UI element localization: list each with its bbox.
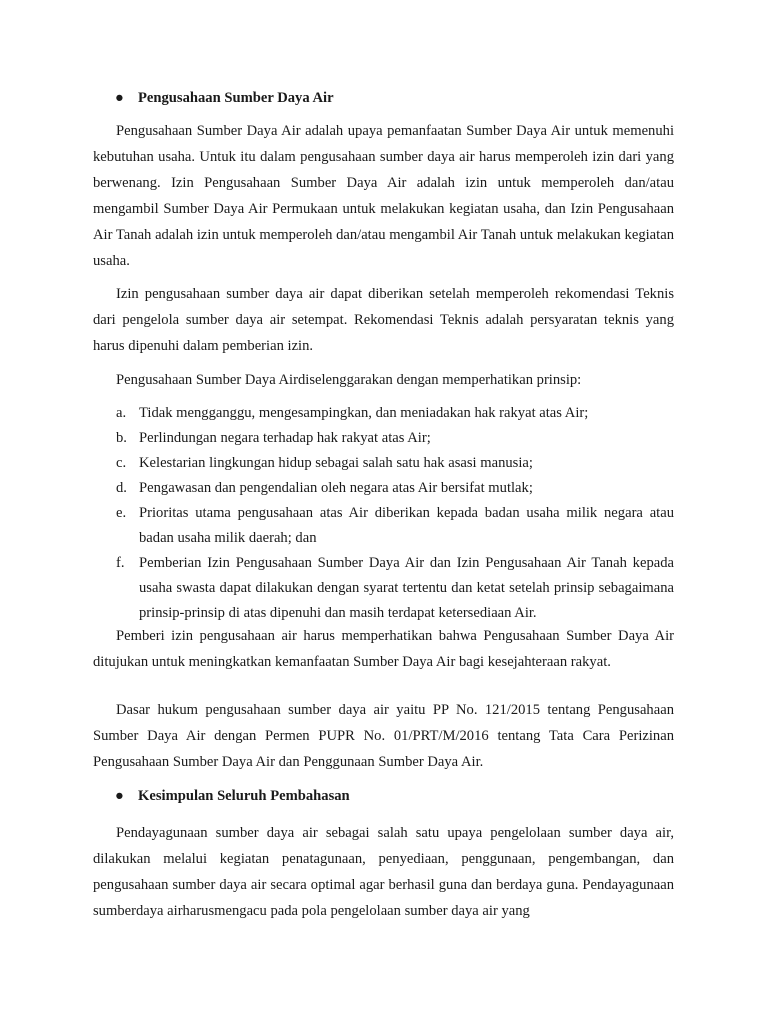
list-item-text: Perlindungan negara terhadap hak rakyat atas Air; [139,430,431,446]
paragraph-rekomendasi: Izin pengusahaan sumber daya air dapat diberikan setelah memperoleh rekomendasi Teknis dari pengelola sumber daya air setempat. Rekomendasi Teknis adalah persyaratan teknis yang harus dipenuhi dalam pemberian izin. [93,286,674,354]
list-item [116,401,674,426]
list-marker: e. [116,505,127,521]
paragraph-kesimpulan: Pendayagunaan sumber daya air sebagai salah satu upaya pengelolaan sumber daya air, dilakukan melalui kegiatan penatagunaan, penyediaan, penggunaan, pengembangan, dan pengusahaan sumber daya air secara optimal agar berhasil guna dan berdaya guna. Pendayagunaan sumberdaya airharusmengacu pada pola pengelolaan sumber daya air yang [93,825,674,919]
paragraph-pemberi-izin: Pemberi izin pengusahaan air harus memperhatikan bahwa Pengusahaan Sumber Daya Air ditujukan untuk meningkatkan kemanfaatan Sumber Daya Air bagi kesejahteraan rakyat. [93,628,674,670]
list-item [116,476,674,501]
bullet-icon: ● [115,90,124,106]
list-marker: d. [116,480,127,496]
list-item [116,426,674,451]
list-item [116,451,674,476]
paragraph-definition: Pengusahaan Sumber Daya Air adalah upaya pemanfaatan Sumber Daya Air untuk memenuhi kebutuhan usaha. Untuk itu dalam pengusahaan sumber daya air harus memperoleh izin dari yang berwenang. Izin Pengusahaan Sumber Daya Air adalah izin untuk memperoleh dan/atau mengambil Sumber Daya Air Permukaan untuk melakukan kegiatan usaha, dan Izin Pengusahaan Air Tanah adalah izin untuk memperoleh dan/atau mengambil Air Tanah untuk melakukan kegiatan usaha. [93,123,674,269]
list-item-text: Prioritas utama pengusahaan atas Air diberikan kepada badan usaha milik negara atau badan usaha milik daerah; dan [139,505,674,546]
list-item [116,551,674,626]
paragraph-dasar-hukum: Dasar hukum pengusahaan sumber daya air yaitu PP No. 121/2015 tentang Pengusahaan Sumber Daya Air dengan Permen PUPR No. 01/PRT/M/2016 tentang Tata Cara Perizinan Pengusahaan Sumber Daya Air dan Penggunaan Sumber Daya Air. [93,702,674,770]
heading-text: Pengusahaan Sumber Daya Air [138,90,334,106]
list-item-text: Tidak mengganggu, mengesampingkan, dan meniadakan hak rakyat atas Air; [139,405,589,421]
list-marker: a. [116,405,127,421]
list-marker: c. [116,455,127,471]
list-marker: b. [116,430,127,446]
heading-text: Kesimpulan Seluruh Pembahasan [138,788,350,804]
list-item-text: Pemberian Izin Pengusahaan Sumber Daya Air dan Izin Pengusahaan Air Tanah kepada usaha swasta dapat dilakukan dengan syarat tertentu dan ketat setelah prinsip sebagaimana prinsip-prinsip di atas dipenuhi dan masih terdapat ketersediaan Air. [139,555,674,621]
list-item-text: Pengawasan dan pengendalian oleh negara atas Air bersifat mutlak; [139,480,533,496]
list-marker: f. [116,555,125,571]
list-item [116,501,674,551]
paragraph-prinsip-intro: Pengusahaan Sumber Daya Airdiselenggarakan dengan memperhatikan prinsip: [116,372,582,388]
list-item-text: Kelestarian lingkungan hidup sebagai salah satu hak asasi manusia; [139,455,533,471]
bullet-icon: ● [115,788,124,804]
